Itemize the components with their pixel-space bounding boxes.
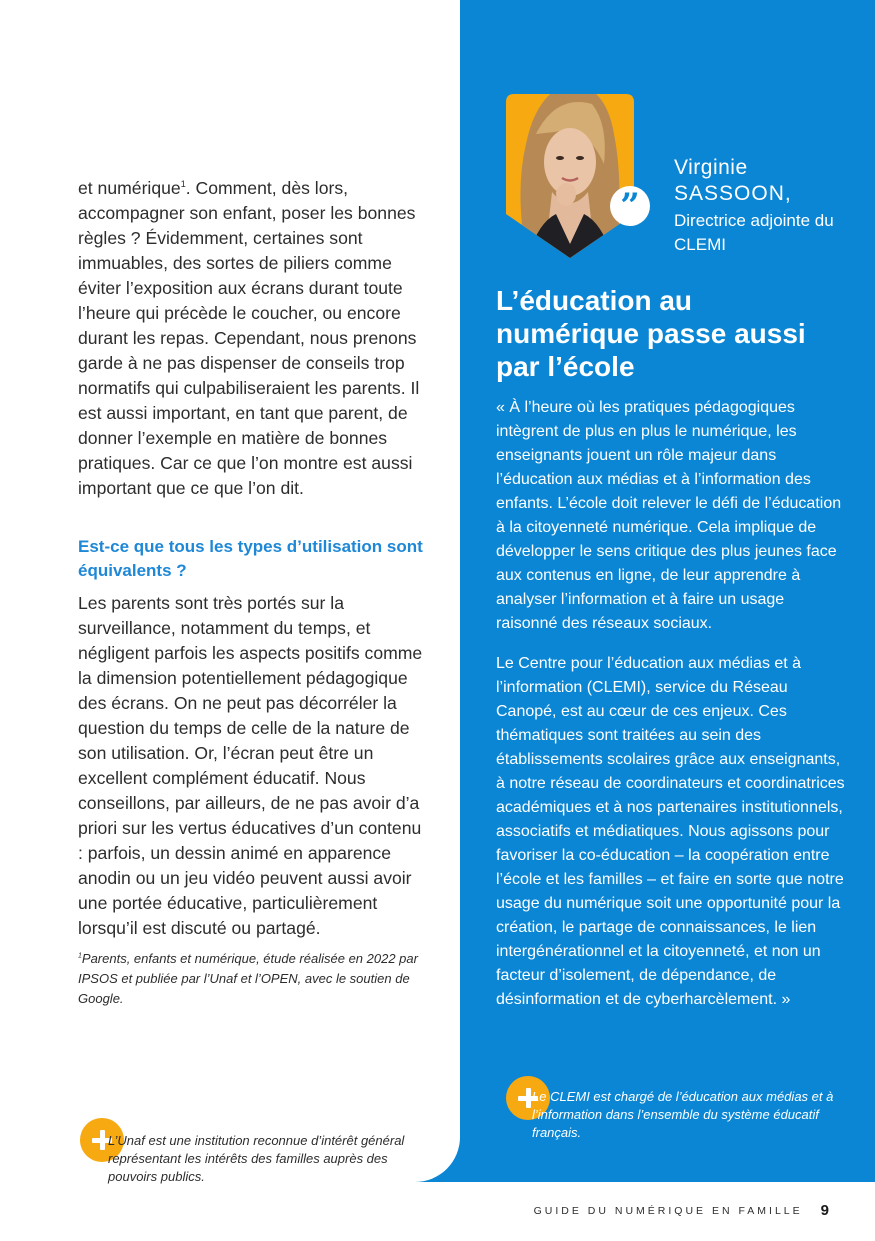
footnote — [78, 949, 423, 1009]
quote-icon: ” — [610, 186, 650, 226]
unaf-side-note — [80, 1118, 410, 1186]
author-role: Directrice adjointe du CLEMI — [674, 211, 834, 254]
unaf-side-note-text: L’Unaf est une institution reconnue d’intérêt général représentant les intérêts des familles auprès des pouvoirs publics. — [108, 1133, 405, 1184]
intro-text-rest: . Comment, dès lors, accompagner son enfant, poser les bonnes règles ? Évidemment, certaines sont immuables, des sortes de piliers comme éviter l’exposition aux écrans durant toute l’heure qui précède le coucher, ou encore durant les repas. Cependant, nous prenons garde à ne pas dispenser de conseils trop normatifs qui culpabiliseraient les parents. Il est aussi important, en tant que parent, de donner l’exemple en matière de bonnes pratiques. Car ce que l’on montre est aussi important que ce que l’on dit. — [78, 178, 420, 498]
footnote-text: Parents, enfants et numérique, étude réalisée en 2022 par IPSOS et publiée par l’Unaf et l’OPEN, avec le soutien de Google. — [78, 951, 418, 1006]
quote-paragraph-2: Le Centre pour l’éducation aux médias et à l’information (CLEMI), service du Réseau Canopé, est au cœur de ces enjeux. Ces thématiques sont traitées au sein des établissements scolaires grâce aux enseignants, à notre réseau de coordinateurs et coordinatrices académiques et à nos partenaires institutionnels, associatifs et médiatiques. Nous agissons pour favoriser la co-éducation – la coopération entre l’école et les familles – et faire en sorte que notre usage du numérique soit une opportunité pour la création, le partage de connaissances, le lien intergénérationnel et la citoyenneté, et non un facteur d’isolement, de dépendance, de désinformation et de cyberharcèlement. » — [496, 655, 845, 1008]
section-heading: Est-ce que tous les types d’utilisation sont équivalents ? — [78, 537, 423, 580]
footnote-number: 1 — [78, 952, 82, 960]
page-number: 9 — [820, 1202, 829, 1219]
intro-text-start: et numérique — [78, 178, 181, 198]
quote-paragraph-1: « À l’heure où les pratiques pédagogiques intègrent de plus en plus le numérique, les enseignants jouent un rôle majeur dans l’éducation aux médias et à l’information des enfants. L’école doit relever le défi de l’éducation à la citoyenneté numérique. Cela implique de développer le sens critique des plus jeunes face aux contenus en ligne, de leur apprendre à analyser l’information et à faire un usage raisonné des réseaux sociaux. — [496, 399, 842, 632]
author-first-name: Virginie — [674, 156, 748, 179]
portrait-image — [496, 74, 636, 259]
author-portrait — [496, 74, 640, 254]
author-last-name: SASSOON, — [674, 182, 792, 205]
intro-paragraph — [78, 176, 423, 501]
interview-title: L’éducation au numérique passe aussi par l’école — [496, 285, 806, 382]
section-paragraph: Les parents sont très portés sur la surveillance, notamment du temps, et négligent parfois les aspects positifs comme la dimension potentiellement pédagogique des écrans. On ne peut pas décorréler la question du temps de celle de la nature de son utilisation. Or, l’écran peut être un excellent complément éducatif. Nous conseillons, par ailleurs, de ne pas avoir d’a priori sur les vertus éducatives d’un contenu : parfois, un dessin animé en apparence anodin ou un jeu vidéo peuvent aussi avoir une portée éducative, particulièrement lorsqu’il est discuté ou partagé. — [78, 593, 423, 938]
guide-title: GUIDE DU NUMÉRIQUE EN FAMILLE — [533, 1204, 803, 1217]
article-left-column — [78, 176, 423, 1009]
author-info — [674, 155, 844, 257]
page-footer — [534, 1202, 829, 1219]
clemi-side-note-text: Le CLEMI est chargé de l’éducation aux médias et à l’information dans l’ensemble du système éducatif français. — [532, 1089, 834, 1140]
footnote-reference: 1 — [180, 179, 186, 190]
clemi-side-note — [506, 1076, 836, 1142]
interview-quote — [496, 396, 846, 1012]
